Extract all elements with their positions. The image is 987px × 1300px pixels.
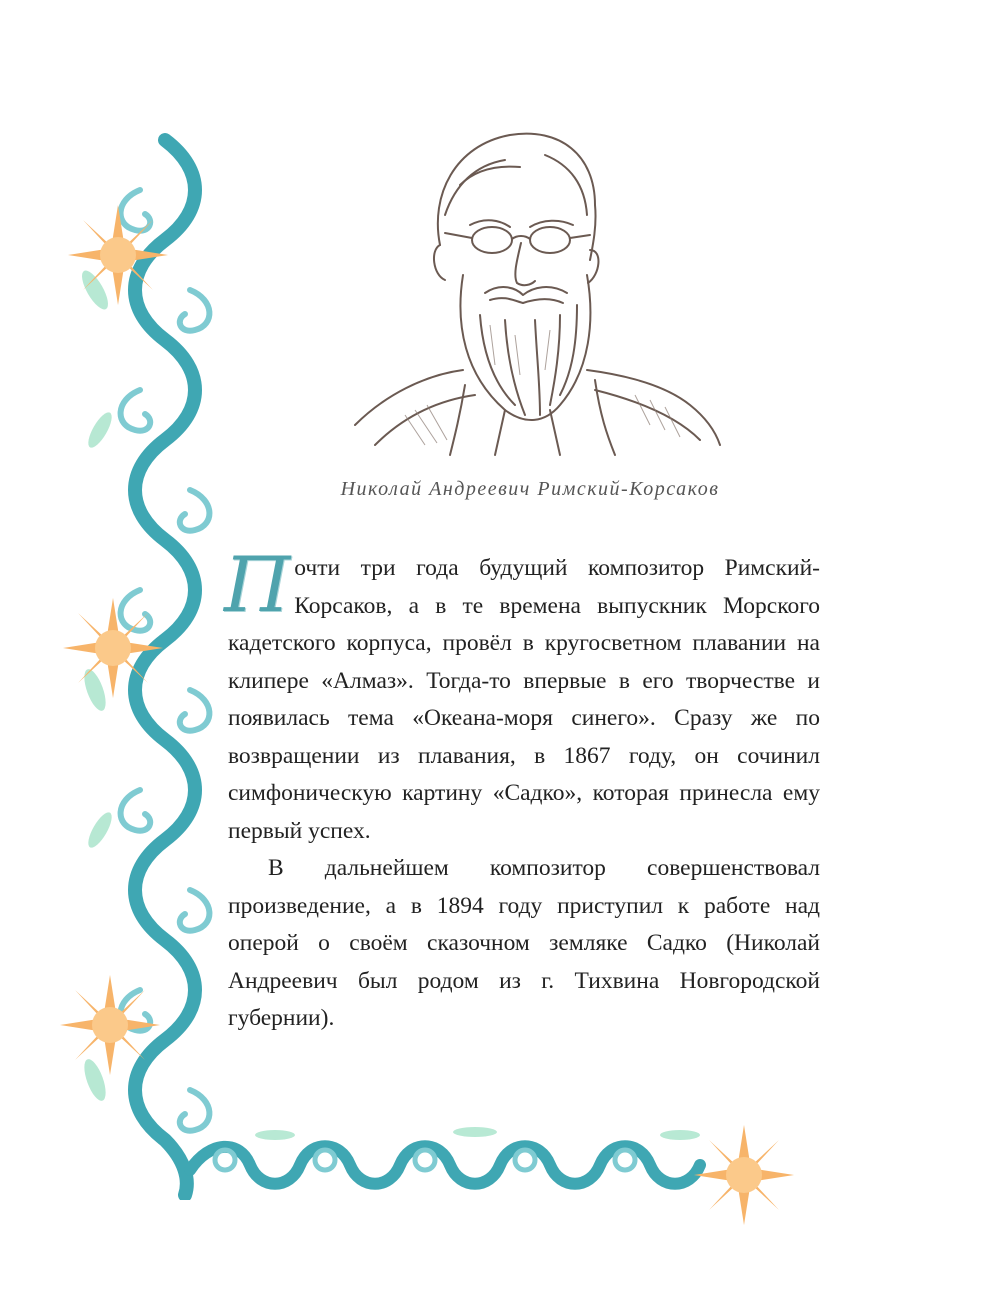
sun-icon xyxy=(68,205,168,305)
paragraph-1 xyxy=(224,540,820,850)
sun-icon xyxy=(694,1125,794,1225)
body-text xyxy=(224,540,820,1038)
sun-icon xyxy=(63,598,163,698)
portrait-sketch-icon xyxy=(345,125,755,465)
bottom-wave-ornament-icon xyxy=(180,1120,760,1210)
paragraph-2: В дальнейшем композитор совершенствовал произведение, а в 1894 году приступил к работе над оперой о своём сказочном земляке Садко (Николай Андреевич был родом из г. Тихвина Новгородской губернии). xyxy=(228,855,820,1031)
portrait-caption: Николай Андреевич Римский-Корсаков xyxy=(340,478,720,500)
drop-cap: П xyxy=(224,540,291,629)
sun-icon xyxy=(60,975,160,1075)
paragraph-1-text: очти три года будущий композитор Римский-Корсаков, а в те времена выпускник Морского кадетского корпуса, провёл в кругосветном плавании на клипере «Алмаз». Тогда-то впервые в его творчестве и появилась тема «Океана-моря синего». Сразу же по возвращении из плавания, в 1867 году, он сочинил симфоническую картину «Садко», которая принесла ему первый успех. xyxy=(228,555,820,844)
